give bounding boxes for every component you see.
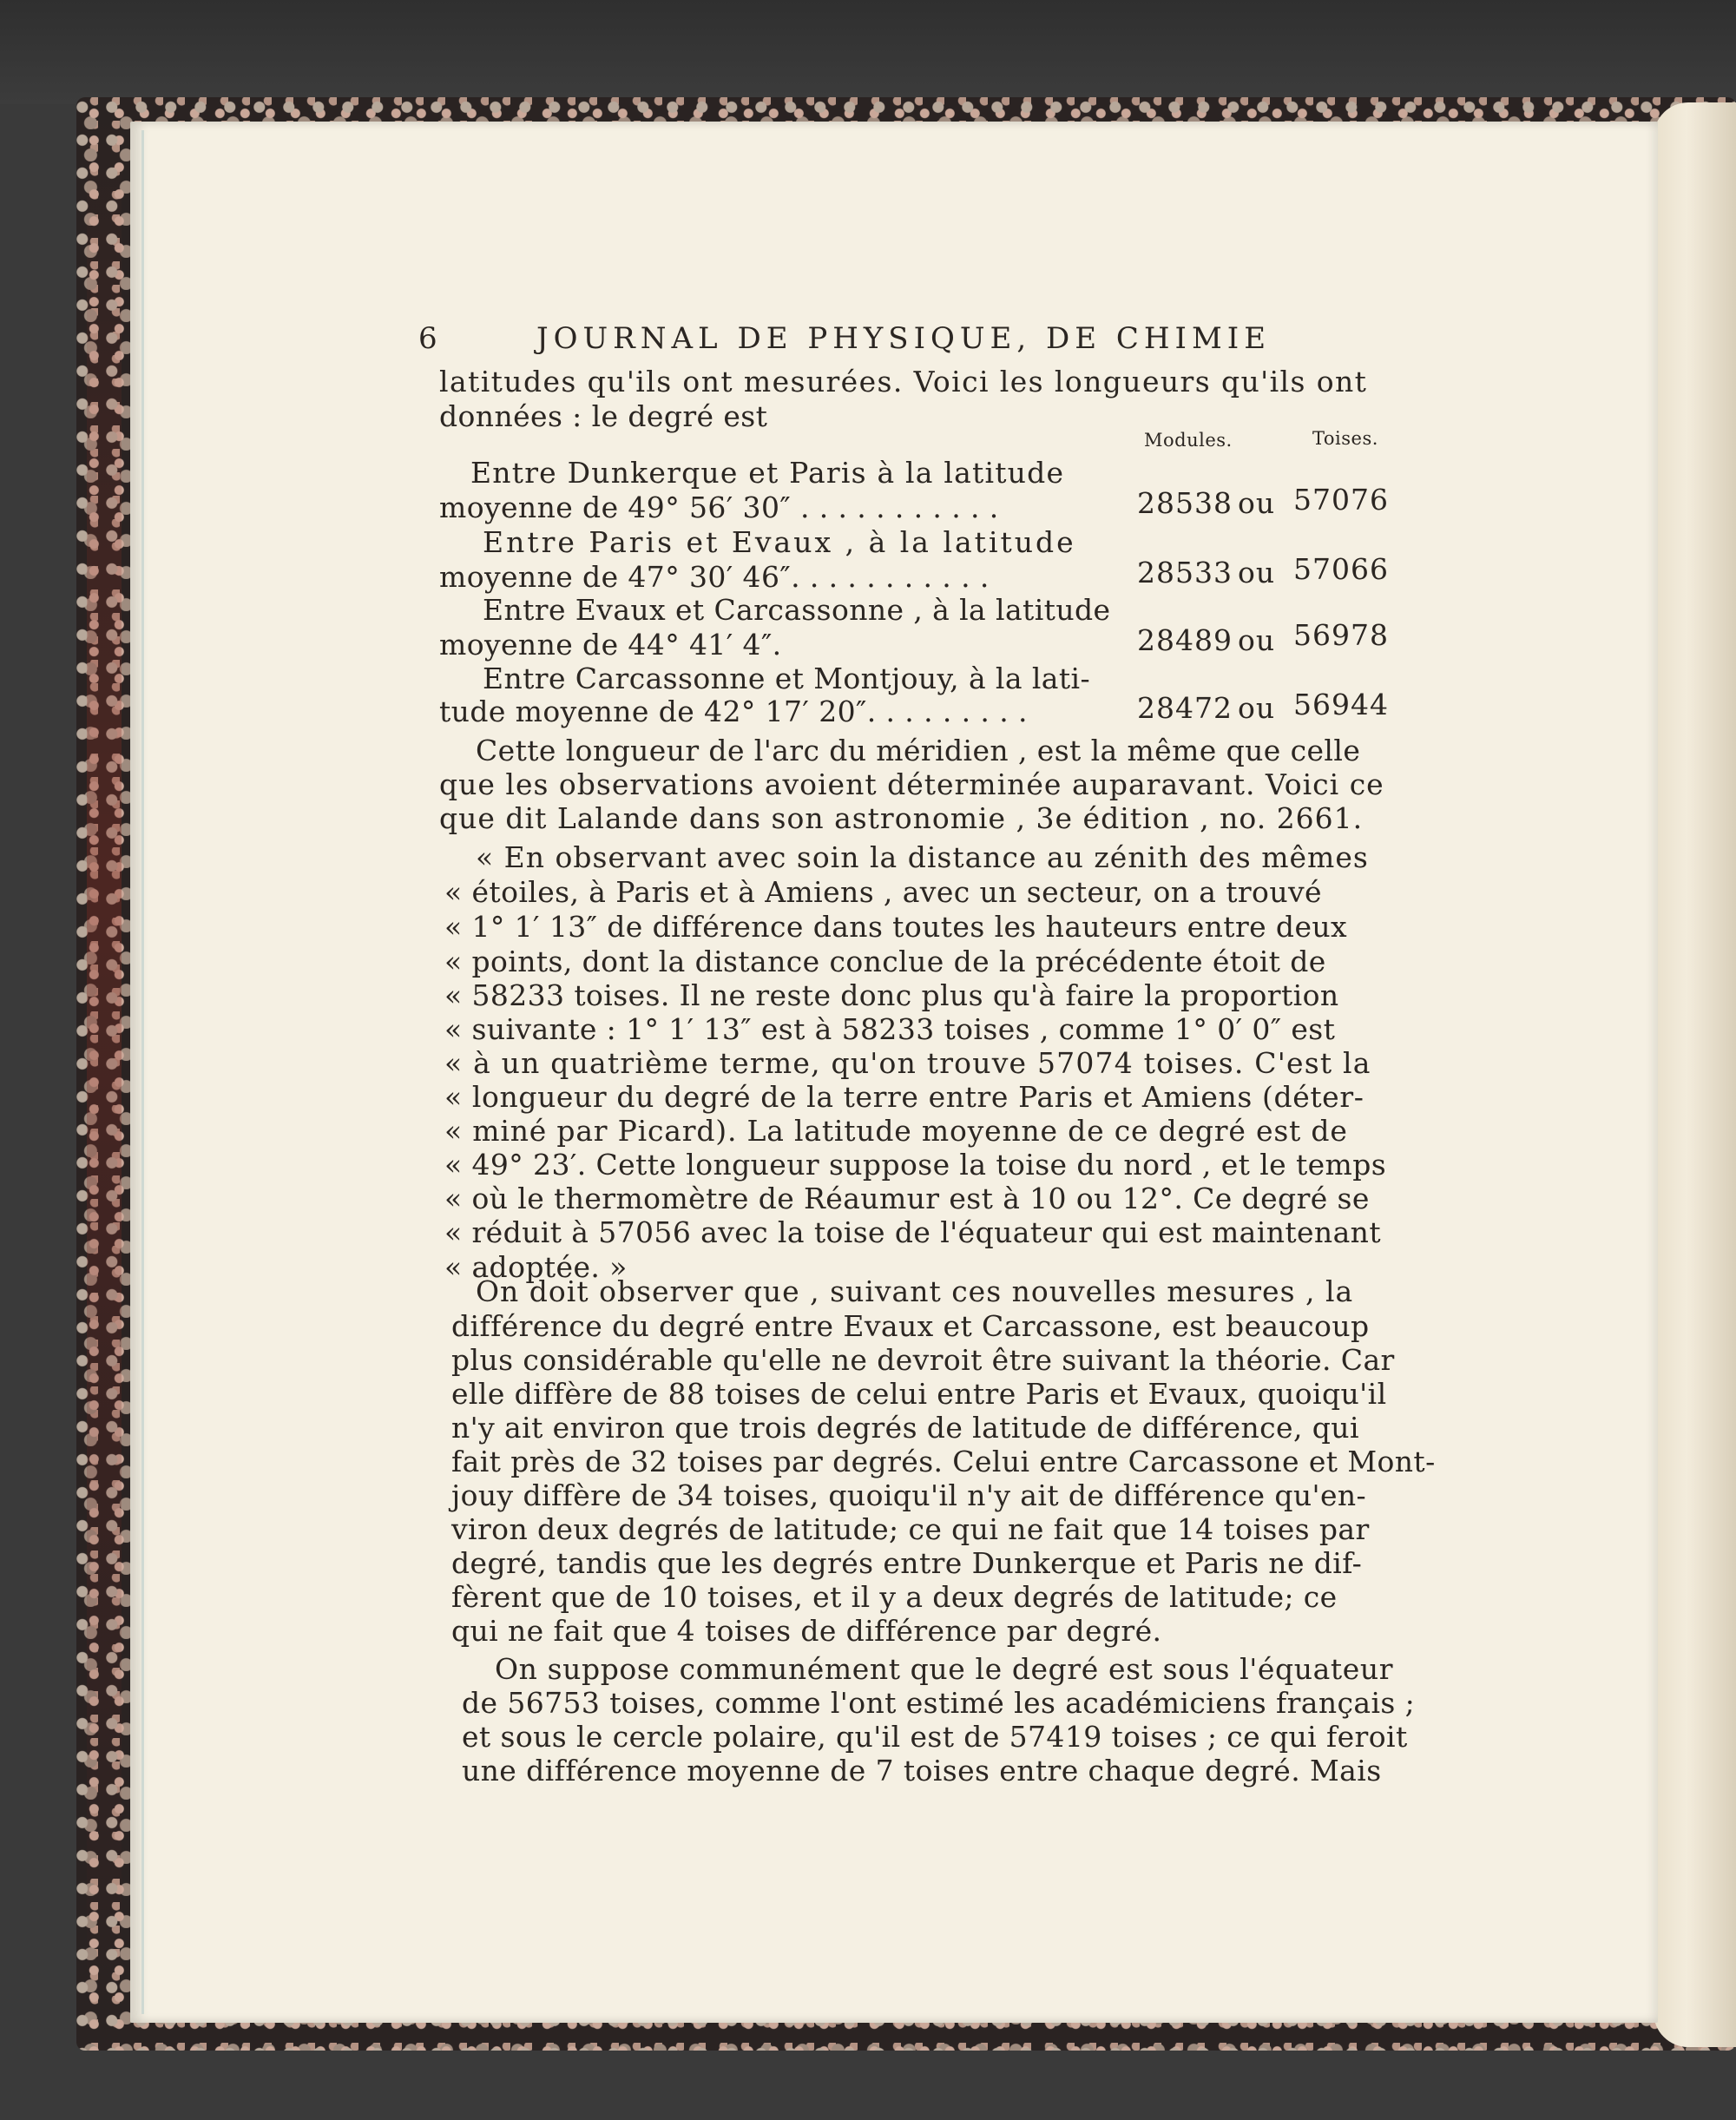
running-title: JOURNAL DE PHYSIQUE, DE CHIMIE <box>536 321 1272 356</box>
quote-line: « miné par Picard). La latitude moyenne de ce degré est de <box>444 1114 1348 1148</box>
body-line: elle diffère de 88 toises de celui entre Paris et Evaux, quoiqu'il <box>451 1377 1387 1411</box>
page-gutter <box>141 130 144 2014</box>
table-cell-sep: ou <box>1238 691 1276 725</box>
table-row-label: Entre Carcassonne et Montjouy, à la lati- <box>483 662 1091 695</box>
quote-line: « étoiles, à Paris et à Amiens , avec un secteur, on a trouvé <box>444 875 1322 909</box>
body-line: On suppose communément que le degré est sous l'équateur <box>495 1652 1394 1686</box>
body-line: une différence moyenne de 7 toises entre chaque degré. Mais <box>462 1754 1382 1788</box>
quote-line: « à un quatrième terme, qu'on trouve 57074 toises. C'est la <box>444 1046 1371 1080</box>
body-line: que dit Lalande dans son astronomie , 3e édition , no. 2661. <box>439 801 1364 835</box>
column-header-modules: Modules. <box>1144 430 1233 451</box>
quote-line: « En observant avec soin la distance au zénith des mêmes <box>476 840 1369 874</box>
table-row-label: Entre Paris et Evaux , à la latitude <box>483 525 1076 559</box>
body-line: n'y ait environ que trois degrés de latitude de différence, qui <box>451 1411 1359 1445</box>
table-row-label: moyenne de 49° 56′ 30″ . . . . . . . . . . . <box>439 490 999 524</box>
page-number: 6 <box>418 321 443 356</box>
table-row-label: tude moyenne de 42° 17′ 20″. . . . . . . . . <box>439 695 1028 728</box>
body-line: jouy diffère de 34 toises, quoiqu'il n'y ait de différence qu'en- <box>451 1478 1367 1512</box>
quote-line: « 1° 1′ 13″ de différence dans toutes les hauteurs entre deux <box>444 910 1348 944</box>
body-line: degré, tandis que les degrés entre Dunkerque et Paris ne dif- <box>451 1546 1363 1580</box>
table-row-label: Entre Evaux et Carcassonne , à la latitude <box>483 593 1111 627</box>
body-line: données : le degré est <box>439 399 768 433</box>
body-line: fèrent que de 10 toises, et il y a deux degrés de latitude; ce <box>451 1580 1338 1614</box>
table-row-label: Entre Dunkerque et Paris à la latitude <box>470 456 1065 490</box>
quote-line: « points, dont la distance conclue de la précédente étoit de <box>444 945 1326 978</box>
body-line: Cette longueur de l'arc du méridien , est la même que celle <box>476 734 1361 767</box>
quote-line: « 49° 23′. Cette longueur suppose la toise du nord , et le temps <box>444 1148 1387 1182</box>
body-line: latitudes qu'ils ont mesurées. Voici les longueurs qu'ils ont <box>439 365 1368 398</box>
body-line: et sous le cercle polaire, qu'il est de 57419 toises ; ce qui feroit <box>462 1720 1408 1754</box>
column-header-toises: Toises. <box>1312 428 1378 449</box>
quote-line: « 58233 toises. Il ne reste donc plus qu'à faire la proportion <box>444 978 1339 1012</box>
table-cell-toises: 57066 <box>1293 552 1389 586</box>
table-cell-sep: ou <box>1238 623 1276 657</box>
facing-page-edge <box>1654 102 1736 2047</box>
table-cell-modules: 28533 <box>1137 556 1233 589</box>
body-line: de 56753 toises, comme l'ont estimé les académiciens français ; <box>462 1686 1416 1720</box>
body-line: On doit observer que , suivant ces nouvelles mesures , la <box>476 1274 1354 1308</box>
table-cell-modules: 28538 <box>1137 486 1233 520</box>
table-cell-sep: ou <box>1238 556 1276 589</box>
table-cell-modules: 28472 <box>1137 691 1233 725</box>
body-line: qui ne fait que 4 toises de différence par degré. <box>451 1614 1162 1648</box>
table-cell-toises: 57076 <box>1293 483 1389 517</box>
quote-line: « où le thermomètre de Réaumur est à 10 ou 12°. Ce degré se <box>444 1182 1370 1215</box>
table-cell-modules: 28489 <box>1137 623 1233 657</box>
table-row-label: moyenne de 44° 41′ 4″. <box>439 628 782 662</box>
cover-marbling-accent <box>87 113 122 2023</box>
table-cell-toises: 56978 <box>1293 618 1389 652</box>
body-line: plus considérable qu'elle ne devroit être suivant la théorie. Car <box>451 1343 1395 1377</box>
table-cell-toises: 56944 <box>1293 688 1389 721</box>
quote-line: « réduit à 57056 avec la toise de l'équateur qui est maintenant <box>444 1215 1381 1249</box>
body-line: différence du degré entre Evaux et Carcassone, est beaucoup <box>451 1309 1370 1343</box>
body-line: que les observations avoient déterminée auparavant. Voici ce <box>439 767 1384 801</box>
scanner-background <box>0 0 1736 104</box>
table-cell-sep: ou <box>1238 486 1276 520</box>
table-row-label: moyenne de 47° 30′ 46″. . . . . . . . . . . <box>439 560 990 594</box>
quote-line: « suivante : 1° 1′ 13″ est à 58233 toises , comme 1° 0′ 0″ est <box>444 1012 1336 1046</box>
body-line: viron deux degrés de latitude; ce qui ne fait que 14 toises par <box>451 1512 1370 1546</box>
body-line: fait près de 32 toises par degrés. Celui entre Carcassone et Mont- <box>451 1445 1436 1478</box>
quote-line: « adoptée. » <box>444 1250 628 1284</box>
quote-line: « longueur du degré de la terre entre Paris et Amiens (déter- <box>444 1080 1364 1114</box>
